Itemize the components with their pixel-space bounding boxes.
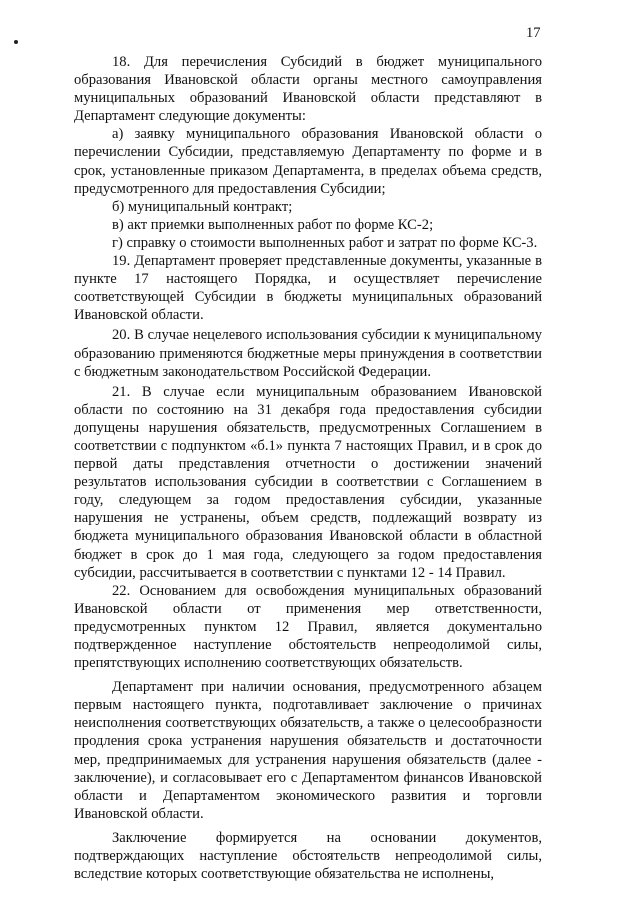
document-body — [74, 53, 542, 883]
list-item-v: в) акт приемки выполненных работ по форме КС-2; — [112, 216, 434, 233]
scan-artifact-dot — [14, 40, 18, 44]
paragraph-22-conclusion: Заключение формируется на основании документов, подтверждающих наступление обстоятельств непреодолимой силы, вследствие которых соответствующие обязательства не исполнены, — [74, 829, 542, 883]
list-item-g: г) справку о стоимости выполненных работ и затрат по форме КС-3. — [112, 234, 538, 251]
paragraph-22-department: Департамент при наличии основания, предусмотренного абзацем первым настоящего пункта, подготавливает заключение о причинах неисполнения соответствующих обязательств, а также о целесообразности продления срока устранения нарушения обязательств и достаточности мер, предпринимаемых для устранения нарушения обязательств (далее - заключение), и согласовывает его с Департаментом финансов Ивановской области и Департаментом экономического развития и торговли Ивановской области. — [74, 679, 542, 822]
paragraph-19: 19. Департамент проверяет представленные документы, указанные в пункте 17 настоящего Порядка, и осуществляет перечисление соответствующей Субсидии в бюджеты муниципальных образований Ивановской области. — [74, 253, 542, 324]
paragraph-20: 20. В случае нецелевого использования субсидии к муниципальному образованию применяются бюджетные меры принуждения в соответствии с бюджетным законодательством Российской Федерации. — [74, 327, 542, 380]
page-number: 17 — [526, 25, 541, 41]
paragraph-18: 18. Для перечисления Субсидий в бюджет муниципального образования Ивановской области органы местного самоуправления муниципальных образований Ивановской области представляют в Департамент следующие документы: — [74, 54, 542, 125]
list-item-b: б) муниципальный контракт; — [112, 198, 293, 215]
paragraph-22: 22. Основанием для освобождения муниципальных образований Ивановской области от применения мер ответственности, предусмотренных пунктом 12 Правил, является документально подтвержденное наступление обстоятельств непреодолимой силы, препятствующих исполнению соответствующих обязательств. — [74, 582, 542, 672]
paragraph-21: 21. В случае если муниципальным образованием Ивановской области по состоянию на 31 декабря года предоставления субсидии допущены нарушения обязательств, предусмотренных Соглашением в соответствии с подпунктом «б.1» пункта 7 настоящих Правил, и в срок до первой даты представления отчетности о достижении значений результатов использования субсидии в соответствии с Соглашением в году, следующем за годом предоставления субсидии, указанные нарушения не устранены, объем средств, подлежащий возврату из бюджета муниципального образования Ивановской области в областной бюджет в срок до 1 мая года, следующего за годом предоставления субсидии, рассчитывается в соответствии с пунктами 12 - 14 Правил. — [74, 383, 542, 581]
list-item-a: а) заявку муниципального образования Ивановской области о перечислении Субсидии, представляемую Департаменту по форме и в срок, установленные приказом Департамента, в пределах объема средств, предусмотренного для предоставления Субсидии; — [74, 126, 542, 197]
